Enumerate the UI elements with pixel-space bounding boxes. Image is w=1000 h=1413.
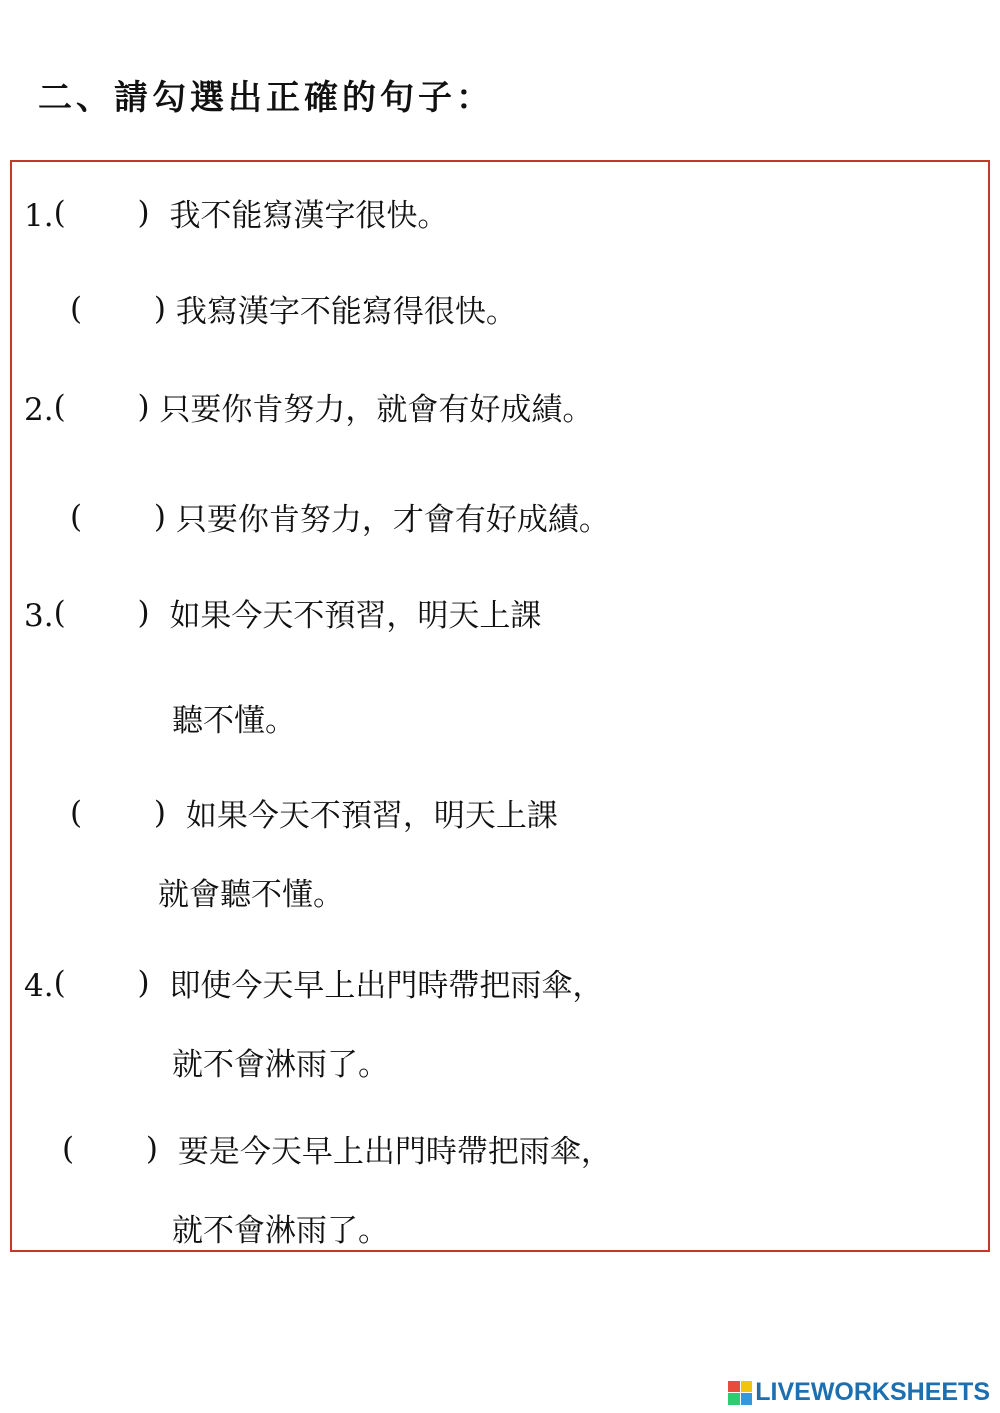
answer-box: ( ) — [70, 795, 166, 831]
sentence-text: 只要你肯努力，才會有好成績。 — [175, 502, 610, 538]
answer-box: ( ) — [62, 1131, 158, 1167]
logo-square — [728, 1381, 740, 1393]
q1-option-a — [24, 195, 449, 234]
logo-square — [728, 1393, 740, 1405]
answer-input[interactable] — [68, 966, 136, 1002]
answer-box: ( ) — [53, 195, 150, 231]
q4-option-a — [24, 965, 604, 1004]
answer-input[interactable] — [84, 292, 152, 328]
question-number: 3. — [24, 598, 54, 634]
sentence-text: 如果今天不預習，明天上課 — [169, 598, 542, 634]
answer-box: ( ) — [53, 965, 150, 1001]
question-number: 1. — [24, 198, 54, 234]
answer-box: ( ) — [70, 291, 166, 327]
section-heading: 二、請勾選出正確的句子： — [38, 78, 494, 118]
answer-input[interactable] — [84, 796, 152, 832]
q3-option-b — [70, 795, 558, 834]
q2-option-a — [24, 389, 594, 428]
answer-box: ( ) — [53, 595, 150, 631]
answer-input[interactable] — [76, 1132, 144, 1168]
answer-box: ( ) — [70, 499, 166, 535]
q2-option-b — [70, 499, 610, 538]
q3-option-a-cont — [172, 703, 296, 739]
logo-square — [741, 1393, 753, 1405]
sentence-text: 要是今天早上出門時帶把雨傘， — [177, 1134, 612, 1170]
question-number: 2. — [24, 392, 54, 428]
sentence-text: 只要你肯努力，就會有好成績。 — [159, 392, 594, 428]
answer-input[interactable] — [68, 196, 136, 232]
liveworksheets-logo — [728, 1378, 990, 1407]
q4-option-b — [62, 1131, 612, 1170]
sentence-text: 如果今天不預習，明天上課 — [185, 798, 558, 834]
sentence-text: 就不會淋雨了。 — [172, 1213, 389, 1249]
logo-mark-icon — [728, 1381, 752, 1405]
sentence-text: 聽不懂。 — [172, 703, 296, 739]
sentence-text: 我不能寫漢字很快。 — [169, 198, 449, 234]
q4-option-a-cont — [172, 1047, 389, 1083]
sentence-text: 即使今天早上出門時帶把雨傘， — [169, 968, 604, 1004]
sentence-text: 就會聽不懂。 — [158, 877, 344, 913]
q4-option-b-cont — [172, 1213, 389, 1249]
question-number: 4. — [24, 968, 54, 1004]
q1-option-b — [70, 291, 517, 330]
answer-input[interactable] — [68, 596, 136, 632]
sentence-text: 就不會淋雨了。 — [172, 1047, 389, 1083]
sentence-text: 我寫漢字不能寫得很快。 — [175, 294, 517, 330]
answer-input[interactable] — [68, 390, 136, 426]
q3-option-a — [24, 595, 542, 634]
answer-box: ( ) — [53, 389, 150, 425]
brand-name: LIVEWORKSHEETS — [755, 1378, 990, 1406]
q3-option-b-cont — [158, 877, 344, 913]
logo-square — [741, 1381, 753, 1393]
answer-input[interactable] — [84, 500, 152, 536]
